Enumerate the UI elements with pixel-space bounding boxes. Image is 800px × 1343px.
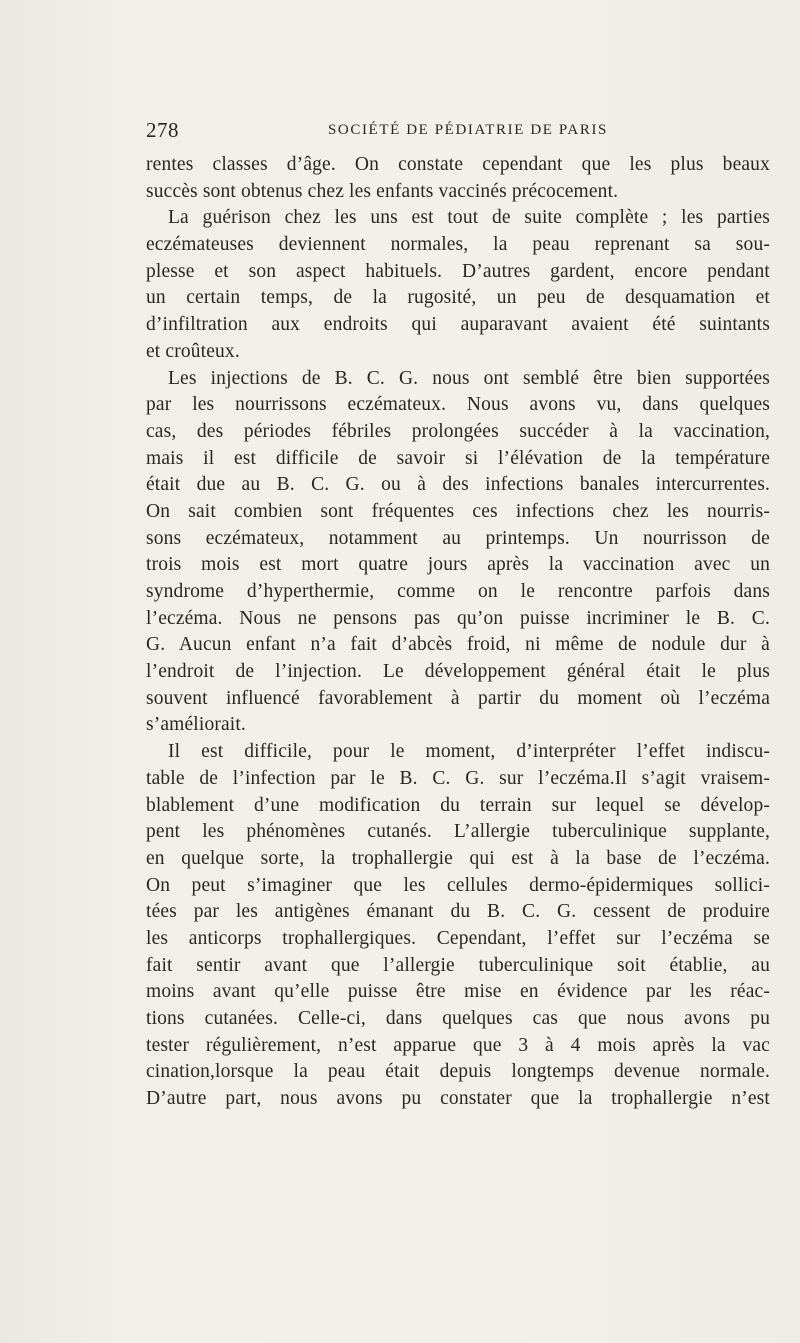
text-line: blablement d’une modification du terrain sur lequel se dévelop- [146, 794, 770, 816]
text-line: tester régulièrement, n’est apparue que 3 à 4 mois après la vac [146, 1034, 770, 1056]
text-line: et croûteux. [146, 340, 240, 362]
text-line: s’améliorait. [146, 714, 246, 736]
text-line: cas, des périodes fébriles prolongées succéder à la vaccination, [146, 420, 770, 442]
running-title: SOCIÉTÉ DE PÉDIATRIE DE PARIS [327, 122, 609, 138]
text-line: tées par les antigènes émanant du B. C. G. cessent de produire [146, 901, 770, 923]
text-line: cination,lorsque la peau était depuis longtemps devenue normale. [146, 1061, 770, 1083]
text-line: eczémateuses deviennent normales, la peau reprenant sa sou- [146, 234, 770, 256]
text-line: était due au B. C. G. ou à des infections banales intercurrentes. [146, 474, 770, 496]
text-line: mais il est difficile de savoir si l’élévation de la température [146, 447, 770, 469]
text-line: Il est difficile, pour le moment, d’interpréter l’effet indiscu- [168, 741, 770, 763]
text-line: l’eczéma. Nous ne pensons pas qu’on puisse incriminer le B. C. [146, 607, 770, 629]
text-line: l’endroit de l’injection. Le développement général était le plus [146, 661, 770, 683]
text-line: Les injections de B. C. G. nous ont semblé être bien supportées [168, 367, 770, 389]
text-line: La guérison chez les uns est tout de suite complète ; les parties [168, 207, 770, 229]
text-line: G. Aucun enfant n’a fait d’abcès froid, ni même de nodule dur à [146, 634, 770, 656]
text-line: fait sentir avant que l’allergie tuberculinique soit établie, au [146, 954, 770, 976]
text-line: un certain temps, de la rugosité, un peu de desquamation et [146, 287, 770, 309]
text-line: trois mois est mort quatre jours après la vaccination avec un [146, 554, 770, 576]
text-line: D’autre part, nous avons pu constater que la trophallergie n’est [146, 1088, 770, 1110]
text-line: sons eczémateux, notamment au printemps. Un nourrisson de [146, 527, 770, 549]
text-line: les anticorps trophallergiques. Cependant, l’effet sur l’eczéma se [146, 927, 770, 949]
text-line: succès sont obtenus chez les enfants vaccinés précocement. [146, 180, 619, 202]
text-line: On sait combien sont fréquentes ces infections chez les nourris- [146, 500, 770, 522]
text-line: souvent influencé favorablement à partir du moment où l’eczéma [146, 687, 770, 709]
text-line: en quelque sorte, la trophallergie qui est à la base de l’eczéma. [146, 847, 770, 869]
text-line: syndrome d’hyperthermie, comme on le rencontre parfois dans [146, 581, 770, 602]
text-line: par les nourrissons eczémateux. Nous avons vu, dans quelques [146, 394, 770, 416]
text-line: moins avant qu’elle puisse être mise en évidence par les réac- [146, 981, 770, 1003]
text-line: table de l’infection par le B. C. G. sur l’eczéma.Il s’agit vraisem- [146, 767, 770, 789]
page-header [146, 118, 770, 146]
text-line: plesse et son aspect habituels. D’autres gardent, encore pendant [146, 260, 770, 282]
text-line: rentes classes d’âge. On constate cependant que les plus beaux [146, 154, 770, 175]
page-number: 278 [146, 118, 179, 142]
text-line: On peut s’imaginer que les cellules dermo-épidermiques sollici- [146, 874, 770, 896]
text-line: tions cutanées. Celle-ci, dans quelques cas que nous avons pu [146, 1008, 770, 1029]
text-line: pent les phénomènes cutanés. L’allergie tuberculinique supplante, [146, 821, 770, 843]
text-line: d’infiltration aux endroits qui auparavant avaient été suintants [146, 314, 770, 336]
body-text [146, 152, 770, 1113]
